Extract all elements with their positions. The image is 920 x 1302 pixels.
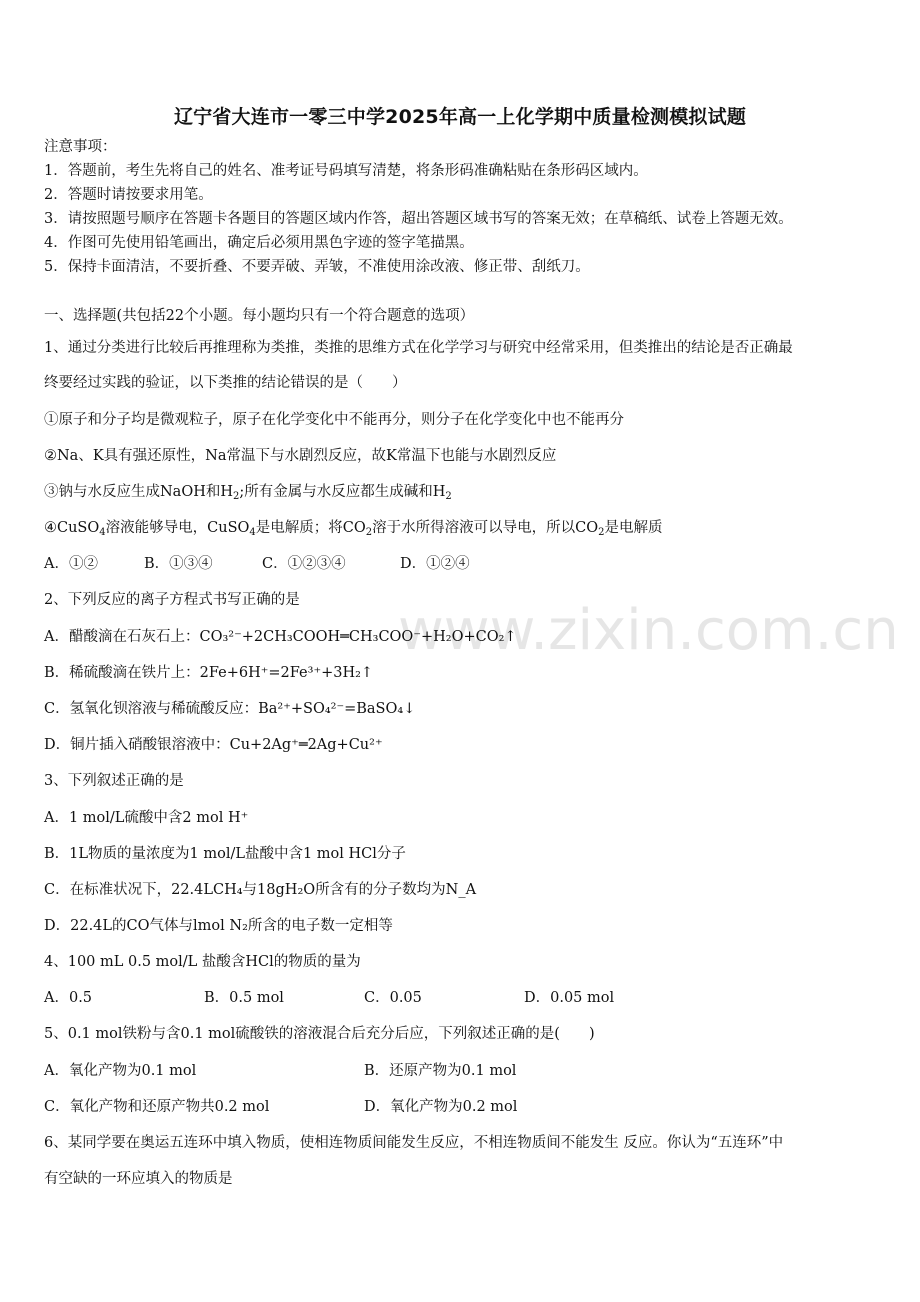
q2-option-b[interactable]: B．稀硫酸滴在铁片上：2Fe+6H⁺=2Fe³⁺+3H₂↑: [44, 665, 374, 681]
q1-option-a[interactable]: A．①②: [44, 556, 98, 572]
q1-statement-2: ②Na、K具有强还原性，Na常温下与水剧烈反应，故K常温下也能与水剧烈反应: [44, 448, 557, 464]
q3-option-b[interactable]: B．1L物质的量浓度为1 mol/L盐酸中含1 mol HCl分子: [44, 846, 406, 862]
q1-s3-part: ;所有金属与水反应都生成碱和H: [239, 484, 446, 500]
subscript: 2: [445, 491, 452, 502]
q4-option-d[interactable]: D．0.05 mol: [524, 990, 615, 1006]
note-item: 5．保持卡面清洁，不要折叠、不要弄破、弄皱，不准使用涂改液、修正带、刮纸刀。: [44, 259, 590, 275]
q1-s4-part: ④CuSO: [44, 520, 100, 536]
question-2-stem: 2、下列反应的离子方程式书写正确的是: [44, 592, 300, 608]
subscript: 4: [99, 527, 106, 538]
q5-option-c[interactable]: C．氧化产物和还原产物共0.2 mol: [44, 1099, 270, 1115]
note-item: 3．请按照题号顺序在答题卡各题目的答题区域内作答，超出答题区域书写的答案无效；在草稿纸、试卷上答题无效。: [44, 211, 793, 227]
q1-option-b[interactable]: B．①③④: [144, 556, 213, 572]
question-6-stem-cont: 有空缺的一环应填入的物质是: [44, 1171, 233, 1187]
q1-statement-3: [44, 482, 452, 502]
watermark: www.zixin.com.cn: [398, 598, 899, 663]
q4-option-b[interactable]: B．0.5 mol: [204, 990, 284, 1006]
q1-s4-part: 溶于水所得溶液可以导电，所以CO: [372, 520, 599, 536]
subscript: 2: [365, 527, 373, 538]
q4-option-a[interactable]: A．0.5: [44, 990, 93, 1006]
q1-s3-part: ③钠与水反应生成NaOH和H: [44, 484, 234, 500]
subscript: 4: [249, 527, 256, 538]
q1-statement-4: [44, 518, 663, 538]
note-item: 4．作图可先使用铅笔画出，确定后必须用黑色字迹的签字笔描黑。: [44, 235, 474, 251]
q5-option-d[interactable]: D．氧化产物为0.2 mol: [364, 1099, 518, 1115]
q1-option-c[interactable]: C．①②③④: [262, 556, 346, 572]
page-title: 辽宁省大连市一零三中学2025年高一上化学期中质量检测模拟试题: [173, 106, 747, 128]
q2-option-a[interactable]: A．醋酸滴在石灰石上：CO₃²⁻+2CH₃COOH═CH₃COO⁻+H₂O+CO₂↑: [44, 629, 517, 645]
q2-option-d[interactable]: D．铜片插入硝酸银溶液中：Cu+2Ag⁺═2Ag+Cu²⁺: [44, 737, 383, 753]
q1-option-d[interactable]: D．①②④: [400, 556, 470, 572]
q2-option-c[interactable]: C．氢氧化钡溶液与稀硫酸反应：Ba²⁺+SO₄²⁻=BaSO₄↓: [44, 701, 416, 717]
question-6-stem: 6、某同学要在奥运五连环中填入物质，使相连物质间能发生反应，不相连物质间不能发生 反应。你认为“五连环”中: [44, 1135, 784, 1151]
q3-option-d[interactable]: D．22.4L的CO气体与lmol N₂所含的电子数一定相等: [44, 918, 393, 934]
q5-option-a[interactable]: A．氧化产物为0.1 mol: [44, 1063, 197, 1079]
question-5-stem: 5、0.1 mol铁粉与含0.1 mol硫酸铁的溶液混合后充分后应，下列叙述正确的是( ): [44, 1026, 595, 1042]
section-heading: 一、选择题(共包括22个小题。每小题均只有一个符合题意的选项）: [44, 308, 475, 324]
q1-s4-part: 是电解质；将CO: [255, 520, 366, 536]
q4-option-c[interactable]: C．0.05: [364, 990, 422, 1006]
q1-s4-part: 溶液能够导电，CuSO: [105, 520, 250, 536]
note-item: 1．答题前，考生先将自己的姓名、准考证号码填写清楚，将条形码准确粘贴在条形码区域内。: [44, 163, 648, 179]
q1-statement-1: ①原子和分子均是微观粒子，原子在化学变化中不能再分，则分子在化学变化中也不能再分: [44, 412, 624, 428]
subscript: 2: [598, 527, 605, 538]
question-1-stem-cont: 终要经过实践的验证，以下类推的结论错误的是（ ）: [44, 375, 407, 391]
q1-s4-part: 是电解质: [604, 520, 663, 536]
subscript: 2: [233, 491, 240, 502]
question-4-stem: 4、100 mL 0.5 mol/L 盐酸含HCl的物质的量为: [44, 954, 361, 970]
question-1-stem: 1、通过分类进行比较后再推理称为类推，类推的思维方式在化学学习与研究中经常采用，但类推出的结论是否正确最: [44, 340, 793, 356]
q3-option-c[interactable]: C．在标准状况下，22.4LCH₄与18gH₂O所含有的分子数均为N_A: [44, 882, 477, 898]
question-3-stem: 3、下列叙述正确的是: [44, 773, 184, 789]
note-item: 2．答题时请按要求用笔。: [44, 187, 213, 203]
q5-option-b[interactable]: B．还原产物为0.1 mol: [364, 1063, 517, 1079]
q3-option-a[interactable]: A．1 mol/L硫酸中含2 mol H⁺: [44, 810, 249, 826]
notes-heading: 注意事项：: [44, 139, 117, 155]
